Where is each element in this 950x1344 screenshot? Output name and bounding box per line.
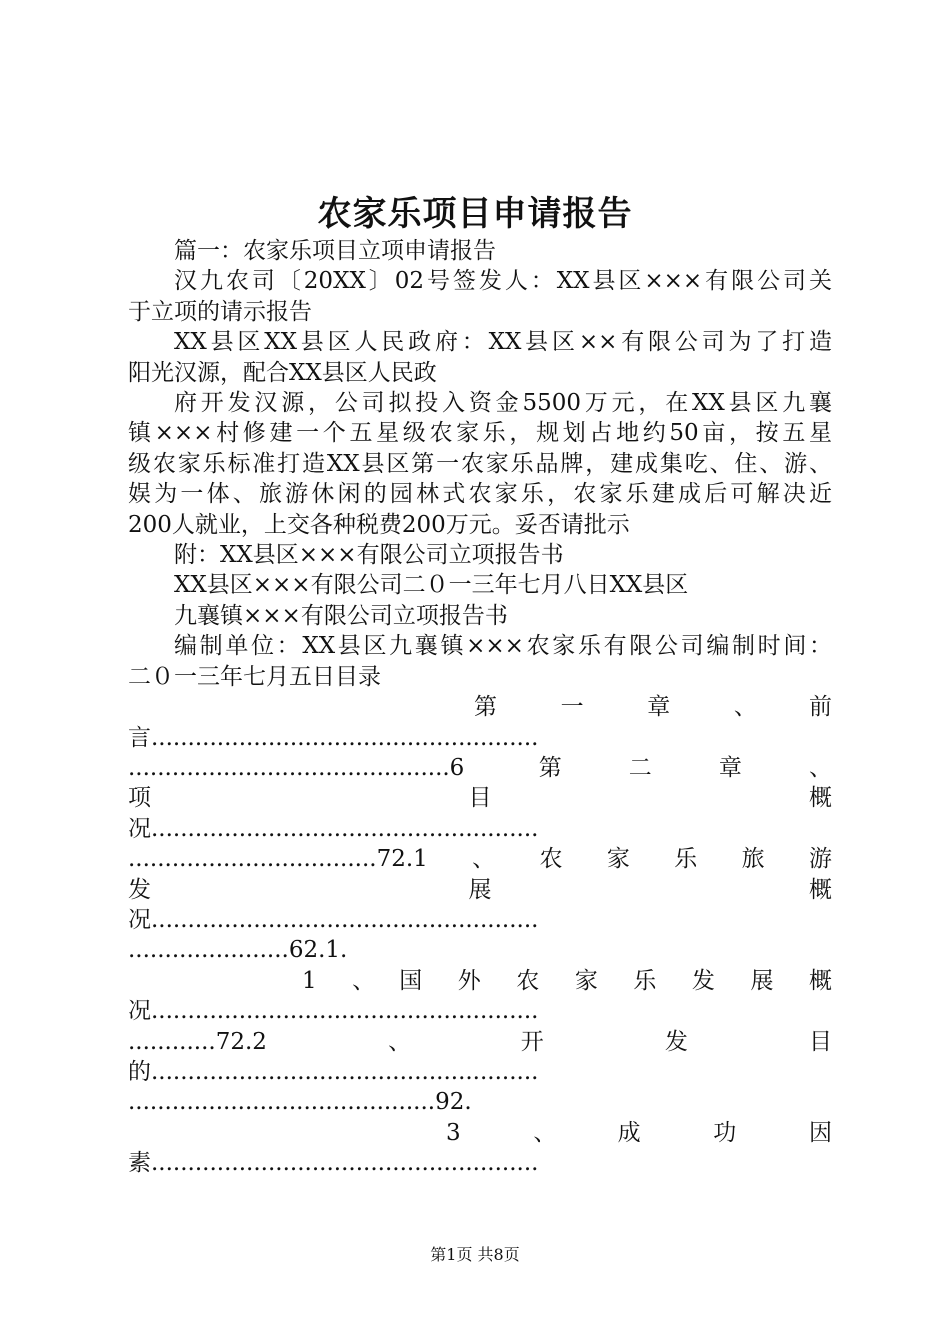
toc-dot-leader-line: ..........................................92. <box>128 1089 472 1116</box>
text-line: 镇×××村修建一个五星级农家乐，规划占地约50亩，按五星 <box>128 420 832 447</box>
text-line: 1 、 国 外 农 家 乐 发 展 概 <box>302 967 832 994</box>
text-line: XX县区XX县区人民政府：XX县区××有限公司为了打造 <box>174 329 832 356</box>
text-line: 200人就业，上交各种税费200万元。妥否请批示 <box>128 511 630 538</box>
toc-dot-leader-line: 况..................................................... <box>128 998 539 1025</box>
toc-dot-leader-line: 的..................................................... <box>128 1058 539 1085</box>
text-line: 附：XX县区×××有限公司立项报告书 <box>174 542 564 569</box>
text-line: 娱为一体、旅游休闲的园林式农家乐，农家乐建成后可解决近 <box>128 481 832 508</box>
toc-dot-leader-line: ......................62.1. <box>128 937 348 964</box>
toc-dot-leader-line: 况..................................................... <box>128 906 539 933</box>
text-line: 篇一：农家乐项目立项申请报告 <box>174 238 496 264</box>
text-line: 阳光汉源，配合XX县区人民政 <box>128 359 437 386</box>
toc-dot-leader-line: 况..................................................... <box>128 815 539 842</box>
document-body <box>128 236 832 1179</box>
text-line: 项 目 概 <box>128 785 832 812</box>
toc-dot-leader-line: ..................................72.1、农家乐旅游 <box>128 846 832 873</box>
toc-dot-leader-line: 素..................................................... <box>128 1150 539 1177</box>
text-line: 3 、 成 功 因 <box>446 1119 832 1146</box>
text-line: 九襄镇×××有限公司立项报告书 <box>174 602 508 629</box>
text-line: 汉九农司〔20XX〕02号签发人：XX县区×××有限公司关 <box>174 268 832 295</box>
toc-dot-leader-line: ............72.2 、 开 发 目 <box>128 1028 832 1055</box>
toc-dot-leader-line: 言..................................................... <box>128 724 539 751</box>
text-line: 编制单位：XX县区九襄镇×××农家乐有限公司编制时间： <box>174 633 832 660</box>
document-title: 农家乐项目申请报告 <box>317 194 633 234</box>
text-line: 第 一 章 、 前 <box>474 694 832 721</box>
text-line: 府开发汉源，公司拟投入资金5500万元，在XX县区九襄 <box>174 390 832 417</box>
text-line: 于立项的请示报告 <box>128 298 312 325</box>
text-line: XX县区×××有限公司二０一三年七月八日XX县区 <box>174 572 689 599</box>
text-line: 发 展 概 <box>128 876 832 903</box>
text-line: 二０一三年七月五日目录 <box>128 663 381 690</box>
text-line: 级农家乐标准打造XX县区第一农家乐品牌，建成集吃、住、游、 <box>128 450 832 477</box>
page-footer: 第1页 共8页 <box>430 1245 520 1264</box>
toc-dot-leader-line: ............................................6 第二章、 <box>128 754 832 781</box>
